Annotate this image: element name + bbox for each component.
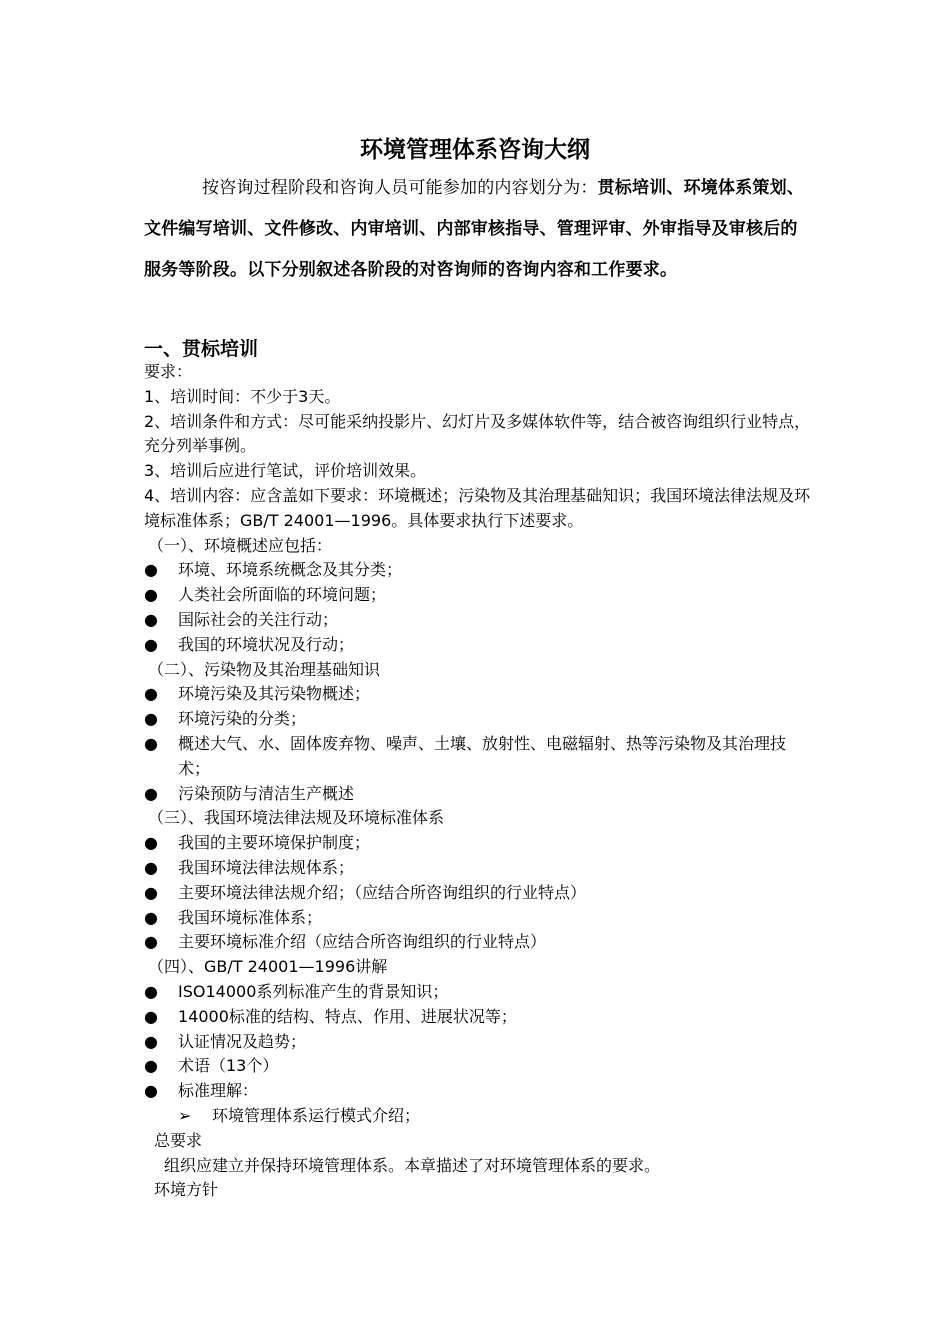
requirement-item: 1、培训时间：不少于3天。: [144, 386, 341, 406]
section-heading: 一、贯标培训: [144, 338, 259, 360]
requirement-item: 4、培训内容：应含盖如下要求：环境概述；污染物及其治理基础知识；我国环境法律法规及环境标准体系；GB/T 24001—1996。具体要求执行下述要求。: [144, 485, 811, 530]
list-item: ● 术语（13个）: [144, 1054, 814, 1079]
section-body: [144, 360, 814, 1203]
document-title: 环境管理体系咨询大纲: [360, 137, 590, 163]
list-item: ● 标准理解：: [144, 1079, 814, 1104]
list-item: ● 主要环境标准介绍（应结合所咨询组织的行业特点）: [144, 930, 814, 955]
list-item: ● 环境污染及其污染物概述；: [144, 682, 814, 707]
general-requirements-heading: 总要求: [154, 1130, 203, 1150]
list-item: ● 国际社会的关注行动；: [144, 608, 814, 633]
requirement-item: 3、培训后应进行笔试，评价培训效果。: [144, 461, 427, 481]
bullet-list: [144, 980, 814, 1104]
list-item: ● 主要环境法律法规介绍；（应结合所咨询组织的行业特点）: [144, 881, 814, 906]
subsection-title: （四）、GB/T 24001—1996讲解: [148, 957, 388, 977]
environmental-policy-heading: 环境方针: [154, 1180, 219, 1200]
arrow-bullet-icon: ➢: [178, 1105, 192, 1125]
list-item: ● 认证情况及趋势；: [144, 1030, 814, 1055]
general-requirements-text: 组织应建立并保持环境管理体系。本章描述了对环境管理体系的要求。: [164, 1155, 661, 1175]
list-item: ● 14000标准的结构、特点、作用、进展状况等；: [144, 1005, 814, 1030]
list-item: ● 我国环境标准体系；: [144, 906, 814, 931]
list-item: ● 我国的主要环境保护制度；: [144, 831, 814, 856]
bullet-list: [144, 682, 814, 806]
subsection-title: （一）、环境概述应包括：: [148, 535, 333, 555]
intro-bold: 贯标培训、环境体系策划、文件编写培训、文件修改、内审培训、内部审核指导、管理评审、外审指导及审核后的服务等阶段。以下分别叙述各阶段的对咨询师的咨询内容和工作要求。: [144, 178, 805, 280]
intro-paragraph: [144, 168, 809, 291]
intro-lead: 按咨询过程阶段和咨询人员可能参加的内容划分为：: [202, 178, 598, 198]
list-item: ● 概述大气、水、固体废弃物、噪声、土壤、放射性、电磁辐射、热等污染物及其治理技术；: [144, 732, 814, 782]
subsection-title: （二）、污染物及其治理基础知识: [148, 659, 381, 679]
arrow-list-item: [144, 1104, 814, 1129]
requirement-item: 2、培训条件和方式：尽可能采纳投影片、幻灯片及多媒体软件等，结合被咨询组织行业特点，充分列举事例。: [144, 411, 811, 456]
list-item: ● 我国环境法律法规体系；: [144, 856, 814, 881]
subsection-title: （三）、我国环境法律法规及环境标准体系: [148, 808, 445, 828]
list-item: ● 我国的环境状况及行动；: [144, 633, 814, 658]
list-item: ● 环境污染的分类；: [144, 707, 814, 732]
list-item: ● 环境、环境系统概念及其分类；: [144, 558, 814, 583]
bullet-list: [144, 831, 814, 955]
requirements-label: 要求：: [144, 362, 193, 381]
list-item: ● ISO14000系列标准产生的背景知识；: [144, 980, 814, 1005]
list-item: ● 污染预防与清洁生产概述: [144, 782, 814, 807]
list-item: ● 人类社会所面临的环境问题；: [144, 583, 814, 608]
arrow-item-text: 环境管理体系运行模式介绍；: [212, 1105, 421, 1125]
bullet-list: [144, 558, 814, 657]
